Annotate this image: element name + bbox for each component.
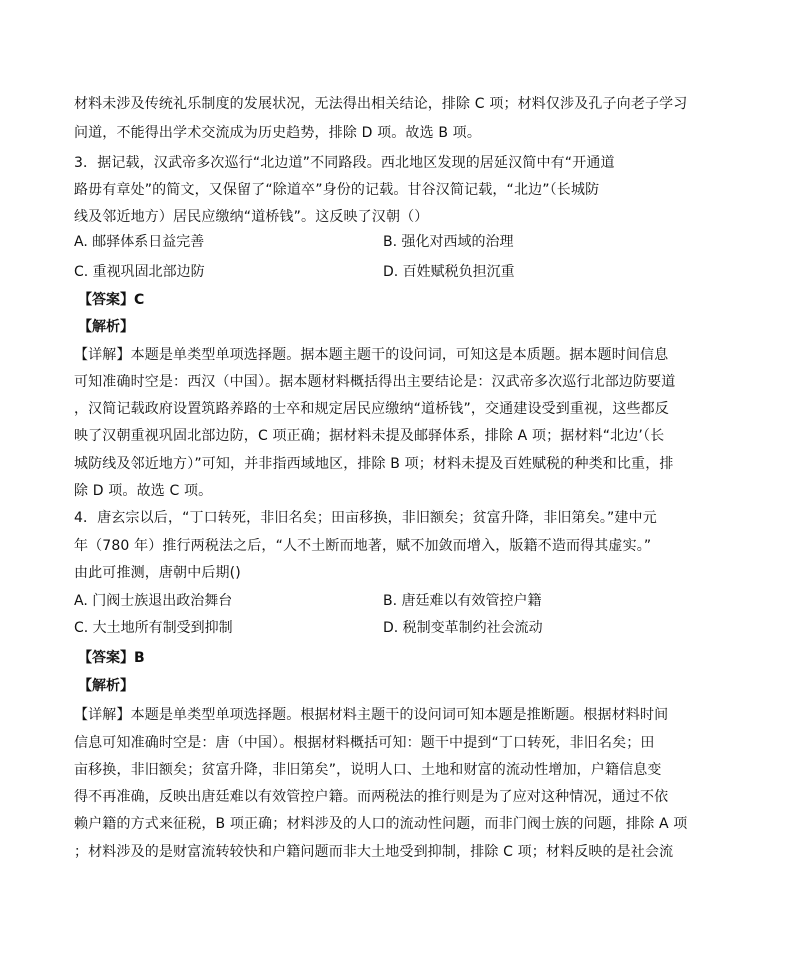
q4-option-c: C. 大土地所有制受到抑制 [74,620,233,636]
q3-detail-line-2: 可知准确时空是：西汉（中国）。据本题材料概括得出主要结论是：汉武帝多次巡行北部边防要道 [74,374,676,390]
q3-stem-line-3: 线及邻近地方）居民应缴纳“道桥钱”。这反映了汉朝（） [74,209,429,225]
q3-detail-line-6: 除 D 项。故选 C 项。 [74,483,213,499]
q3-option-c: C. 重视巩固北部边防 [74,264,205,280]
q3-option-d: D. 百姓赋税负担沉重 [383,264,515,280]
q4-analysis-label: 【解析】 [78,678,134,694]
q3-detail-line-1: 【详解】本题是单类型单项选择题。据本题主题干的设问词，可知这是本质题。据本题时间信息 [74,347,669,363]
q4-detail-line-2: 信息可知准确时空是：唐（中国）。根据材料概括可知：题干中提到“丁口转死，非旧名矣；田 [74,735,655,751]
q3-detail-line-5: 城防线及邻近地方）”可知，并非指西域地区，排除 B 项；材料未提及百姓赋税的种类和比重，排 [74,456,674,472]
q3-detail-line-3: ，汉简记载政府设置筑路养路的士卒和规定居民应缴纳“道桥钱”，交通建设受到重视，这些都反 [74,401,669,417]
q4-stem-line-2: 年（780 年）推行两税法之后，“人不土断而地著，赋不加敛而增入，版籍不造而得其虚实。” [74,538,652,554]
q4-detail-line-1: 【详解】本题是单类型单项选择题。根据材料主题干的设问词可知本题是推断题。根据材料时间 [74,707,669,723]
q3-option-a: A. 邮驿体系日益完善 [74,234,205,250]
q4-answer: 【答案】B [78,650,145,666]
q3-stem-line-1: 3．据记载，汉武帝多次巡行“北边道”不同路段。西北地区发现的居延汉简中有“开通道 [74,155,615,171]
q3-answer: 【答案】C [78,292,145,308]
q4-option-d: D. 税制变革制约社会流动 [383,620,543,636]
q4-option-b: B. 唐廷难以有效管控户籍 [383,593,542,609]
q4-option-a: A. 门阀士族退出政治舞台 [74,593,233,609]
q3-detail-line-4: 映了汉朝重视巩固北部边防，C 项正确；据材料未提及邮驿体系，排除 A 项；据材料“北边’（长 [74,428,665,444]
q4-detail-line-3: 亩移换，非旧额矣；贫富升降，非旧第矣”，说明人口、土地和财富的流动性增加，户籍信息变 [74,762,662,778]
q3-analysis-label: 【解析】 [78,319,134,335]
intro-line-1: 材料未涉及传统礼乐制度的发展状况，无法得出相关结论，排除 C 项；材料仅涉及孔子向老子学习 [74,96,688,112]
q3-option-b: B. 强化对西域的治理 [383,234,514,250]
q4-detail-line-5: 赖户籍的方式来征税，B 项正确；材料涉及的人口的流动性问题，而非门阀士族的问题，排除 A 项 [74,816,688,832]
q4-detail-line-6: ；材料涉及的是财富流转较快和户籍问题而非大土地受到抑制，排除 C 项；材料反映的是社会流 [74,844,674,860]
q4-stem-line-1: 4．唐玄宗以后，“丁口转死，非旧名矣；田亩移换，非旧额矣；贫富升降，非旧第矣。”建中元 [74,510,657,526]
q3-stem-line-2: 路毋有章处”的简文，又保留了“除道卒”身份的记载。甘谷汉简记载，“北边”（长城防 [74,182,600,198]
intro-line-2: 问道，不能得出学术交流成为历史趋势，排除 D 项。故选 B 项。 [74,125,481,141]
q4-detail-line-4: 得不再准确，反映出唐廷难以有效管控户籍。而两税法的推行则是为了应对这种情况，通过不依 [74,789,669,805]
q4-stem-line-3: 由此可推测，唐朝中后期() [74,565,241,581]
